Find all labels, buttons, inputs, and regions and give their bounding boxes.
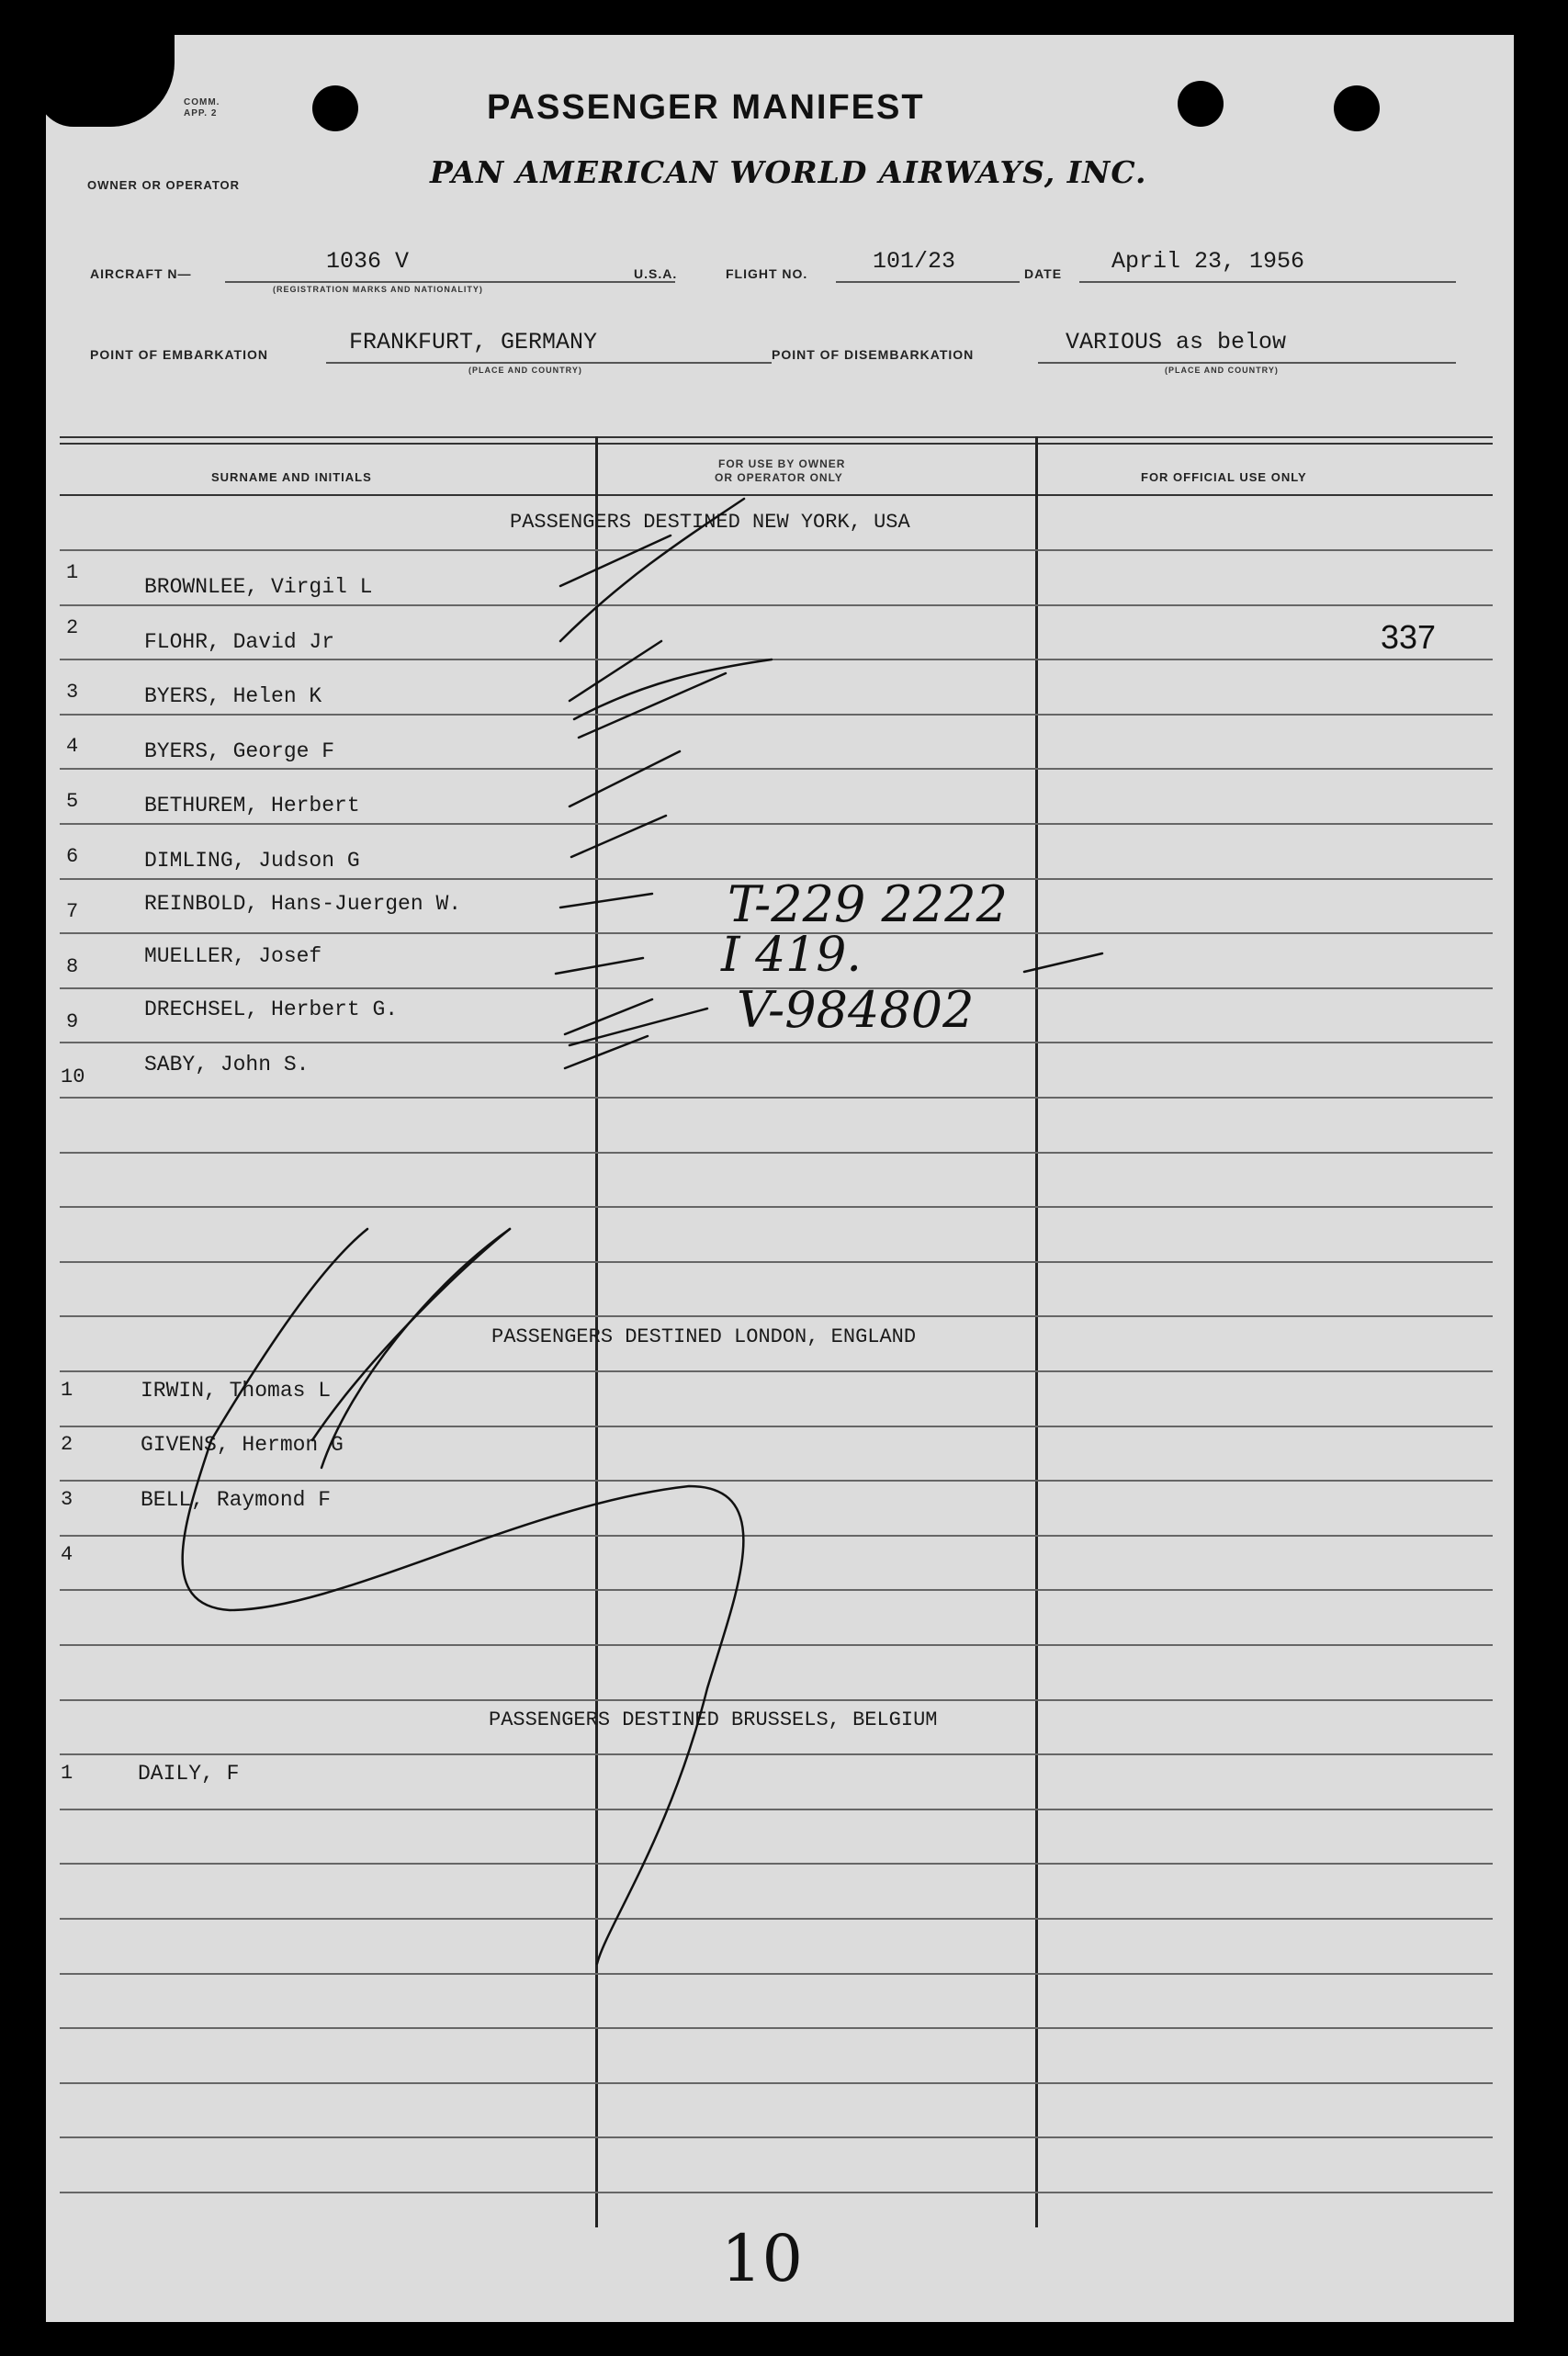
col-official-header: FOR OFFICIAL USE ONLY <box>1141 470 1307 484</box>
passenger-name: SABY, John S. <box>144 1053 310 1077</box>
aircraft-sublabel: (REGISTRATION MARKS AND NATIONALITY) <box>273 285 483 294</box>
passenger-name: BYERS, Helen K <box>144 684 322 708</box>
passenger-name: IRWIN, Thomas L <box>141 1379 332 1403</box>
row-number: 8 <box>66 955 79 978</box>
row-number: 9 <box>66 1010 79 1033</box>
section-heading-brussels: PASSENGERS DESTINED BRUSSELS, BELGIUM <box>489 1708 938 1731</box>
handwritten-note-row7: T-229 2222 <box>728 875 1008 933</box>
form-id-line2: APP. 2 <box>184 108 218 118</box>
row-number: 5 <box>66 790 79 813</box>
row-number: 10 <box>61 1065 85 1088</box>
passenger-name: GIVENS, Hermon G <box>141 1433 344 1457</box>
passenger-name: DRECHSEL, Herbert G. <box>144 998 399 1021</box>
col-owner-header-2: OR OPERATOR ONLY <box>715 471 843 484</box>
handwritten-note-row8: I 419. <box>721 928 862 983</box>
embarkation-sublabel: (PLACE AND COUNTRY) <box>468 366 582 375</box>
passenger-name: DAILY, F <box>138 1762 240 1786</box>
passenger-name: BELL, Raymond F <box>141 1488 332 1512</box>
disembarkation-sublabel: (PLACE AND COUNTRY) <box>1165 366 1279 375</box>
row-number: 4 <box>61 1543 73 1566</box>
date-label: DATE <box>1024 266 1063 281</box>
row-number: 3 <box>66 681 79 704</box>
passenger-name: DIMLING, Judson G <box>144 849 360 873</box>
section-heading-new-york: PASSENGERS DESTINED NEW YORK, USA <box>510 511 910 534</box>
disembarkation-value: VARIOUS as below <box>1066 329 1287 355</box>
passenger-name: FLOHR, David Jr <box>144 630 335 654</box>
manifest-page <box>46 35 1514 2322</box>
page-title: PASSENGER MANIFEST <box>487 88 925 127</box>
disembarkation-label: POINT OF DISEMBARKATION <box>772 347 975 362</box>
passenger-name: REINBOLD, Hans-Juergen W. <box>144 892 462 916</box>
handwritten-total: 10 <box>721 2221 804 2296</box>
owner-label: OWNER OR OPERATOR <box>87 178 241 192</box>
airline-name: PAN AMERICAN WORLD AIRWAYS, INC. <box>430 154 1147 190</box>
embarkation-value: FRANKFURT, GERMANY <box>349 329 598 355</box>
row-number: 2 <box>61 1433 73 1456</box>
aircraft-value: 1036 V <box>326 248 410 275</box>
passenger-name: MUELLER, Josef <box>144 944 322 968</box>
flight-value: 101/23 <box>873 248 956 275</box>
official-number: 337 <box>1381 618 1437 656</box>
flight-label: FLIGHT NO. <box>726 266 808 281</box>
row-number: 1 <box>66 561 79 584</box>
handwritten-note-row9: V-984802 <box>737 981 975 1039</box>
passenger-name: BETHUREM, Herbert <box>144 794 360 817</box>
date-value: April 23, 1956 <box>1111 248 1305 275</box>
row-number: 3 <box>61 1488 73 1511</box>
row-number: 2 <box>66 616 79 639</box>
row-number: 7 <box>66 900 79 923</box>
row-number: 6 <box>66 845 79 868</box>
row-number: 4 <box>66 735 79 758</box>
col-owner-header-1: FOR USE BY OWNER <box>718 457 846 470</box>
passenger-name: BROWNLEE, Virgil L <box>144 575 373 599</box>
embarkation-label: POINT OF EMBARKATION <box>90 347 268 362</box>
row-number: 1 <box>61 1379 73 1402</box>
form-id-line1: COMM. <box>184 97 220 107</box>
section-heading-london: PASSENGERS DESTINED LONDON, ENGLAND <box>491 1325 917 1348</box>
row-number: 1 <box>61 1762 73 1785</box>
passenger-name: BYERS, George F <box>144 739 335 763</box>
pen-marks <box>46 35 1514 2322</box>
usa-label: U.S.A. <box>634 266 678 281</box>
aircraft-label: AIRCRAFT N— <box>90 266 192 281</box>
col-surname-header: SURNAME AND INITIALS <box>211 470 372 484</box>
